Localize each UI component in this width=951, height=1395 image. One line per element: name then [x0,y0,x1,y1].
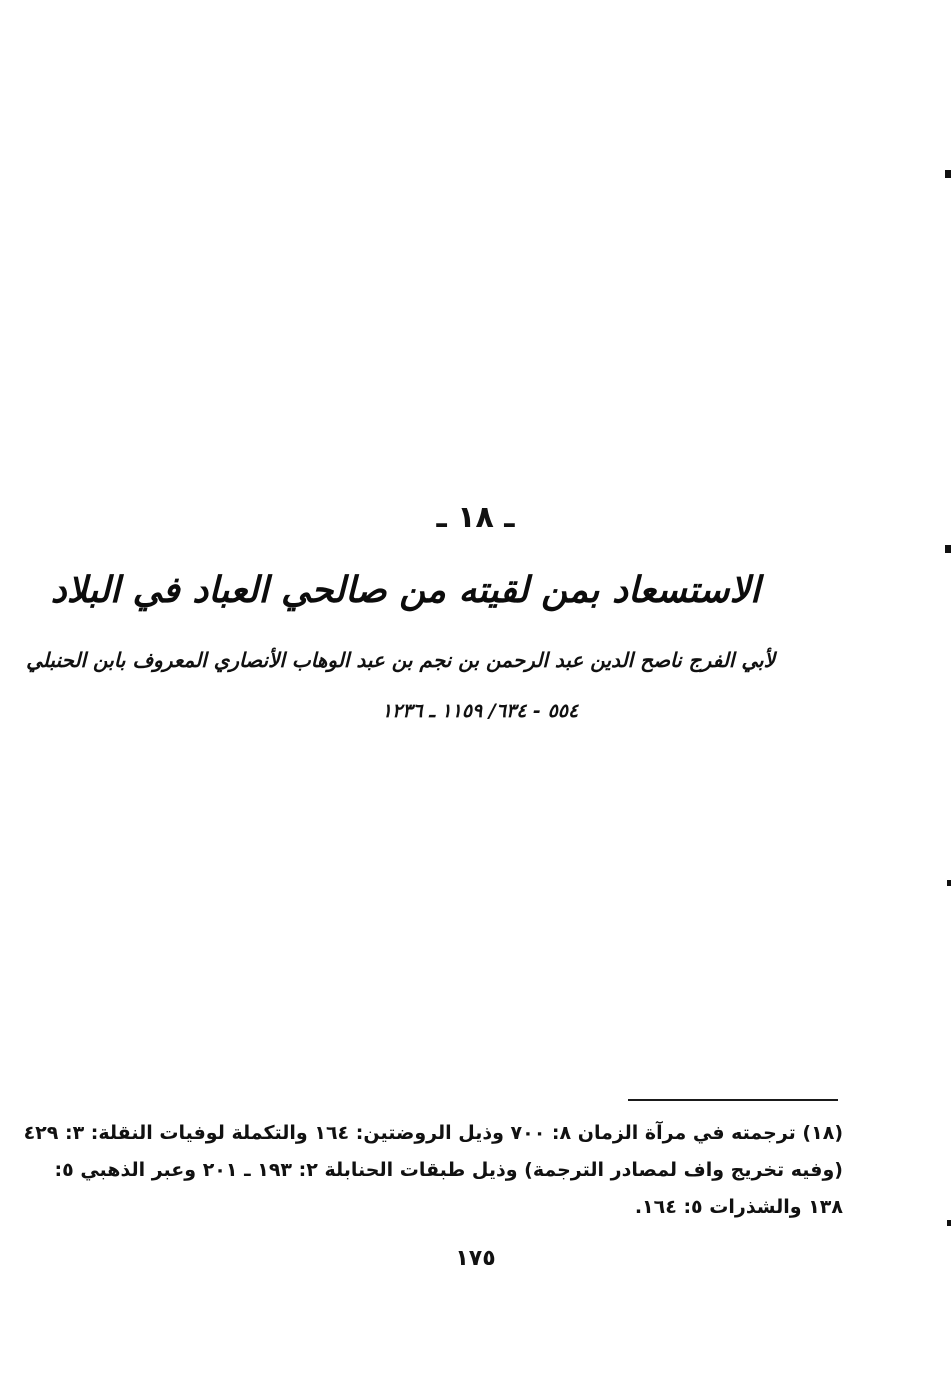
page-number: ١٧٥ [455,1246,496,1271]
author-line: لأبي الفرج ناصح الدين عبد الرحمن بن نجم بن عبد الوهاب الأنصاري المعروف بابن الحنبلي [26,648,775,672]
section-number: ـ ١٨ ـ [436,500,515,535]
scan-edge-mark [945,170,951,178]
footnote-line: (١٨) ترجمته في مرآة الزمان ٨: ٧٠٠ وذيل الروضتين: ١٦٤ والتكملة لوفيات النقلة: ٣: ٤٢٩ [23,1122,843,1144]
footnote-divider [628,1099,838,1101]
author-dates: ٥٥٤ - ٦٣٤/ ١١٥٩ ـ ١٢٣٦ [381,700,579,722]
footnote-block [23,1115,843,1226]
page-title: الاستسعاد بمن لقيته من صالحي العباد في البلاد [50,570,760,611]
footnote-line: ١٣٨ والشذرات ٥: ١٦٤. [634,1196,843,1218]
scan-edge-mark [947,1220,951,1226]
scan-edge-mark [945,545,951,553]
scan-edge-mark [947,880,951,886]
footnote-line: (وفيه تخريج واف لمصادر الترجمة) وذيل طبقات الحنابلة ٢: ١٩٣ ـ ٢٠١ وعبر الذهبي ٥: [54,1159,843,1181]
